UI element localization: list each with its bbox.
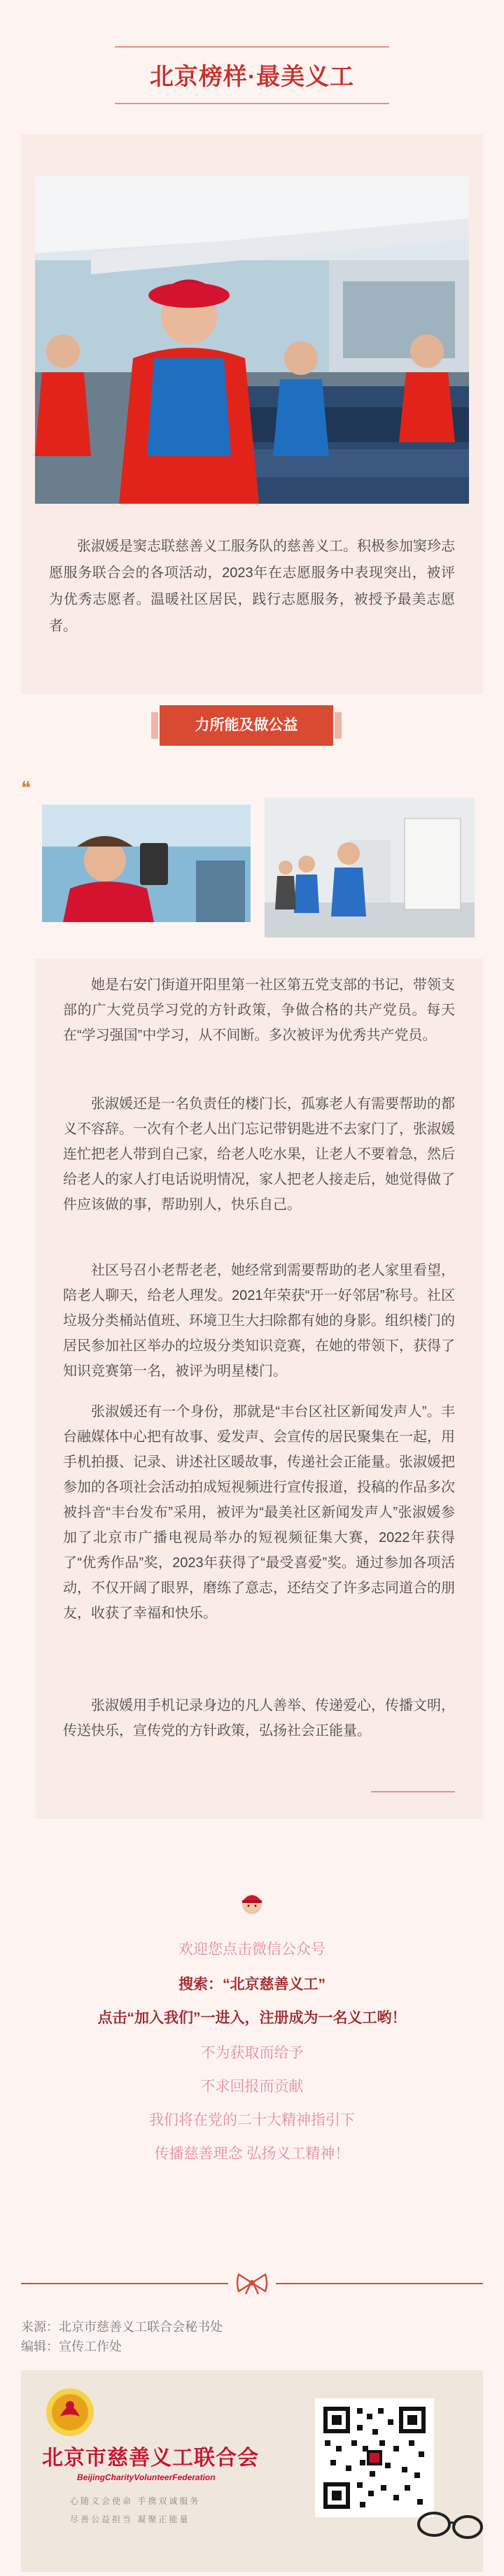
org-name: 北京市慈善义工联合会 xyxy=(42,2447,259,2470)
tent-scene-illustration xyxy=(35,176,469,504)
volunteer-phone-photo[interactable] xyxy=(42,805,251,922)
org-logo-icon xyxy=(42,2384,98,2440)
qr-code[interactable] xyxy=(315,2398,434,2517)
bow-icon xyxy=(236,2270,268,2295)
footer-line: 欢迎您点击微信公众号 xyxy=(178,1941,326,1958)
story-paragraph: 她是右安门街道开阳里第一社区第五党支部的书记，带领支部的广大党员学习党的方针政策，争做合格的共产党员。每天在“学习强国”中学习，从不间断。多次被评为优秀共产党员。 xyxy=(63,977,455,1043)
story-paragraph: 张淑媛还是一名负责任的楼门长，孤寡老人有需要帮助的都义不容辞。一次有个老人出门忘记带钥匙进不去家门了，张淑媛连忙把老人带到自己家，给老人吃水果，让老人不要着急，然后给老人的家人打电话说明情况，家人把老人接走后，她觉得做了件应该做的事，帮助别人，快乐自己。 xyxy=(63,1096,455,1212)
source-text: 来源：北京市慈善义工联合会秘书处 xyxy=(21,2320,223,2334)
page-title: 北京榜样·最美义工 xyxy=(149,64,355,90)
museum-visit-photo[interactable] xyxy=(265,798,475,937)
footer-line: 我们将在党的二十大精神指引下 xyxy=(149,2112,355,2128)
section-label: 力所能及做公益 xyxy=(160,705,333,746)
museum-scene-illustration xyxy=(265,798,475,937)
org-slogan: 尽善公益担当 凝聚正能量 xyxy=(70,2514,190,2524)
org-slogan: 心随义会使命 手携双诚服务 xyxy=(70,2496,201,2506)
phone-scene-illustration xyxy=(42,805,251,922)
editor-text: 编辑：宣传工作处 xyxy=(21,2340,122,2354)
org-english-name: BeijingCharityVolunteerFederation xyxy=(77,2472,216,2482)
intro-paragraph: 张淑媛是窦志联慈善义工服务队的慈善义工。积极参加窦珍志愿服务联合会的各项活动，2023年在志愿服务中表现突出，被评为优秀志愿者。温暖社区居民，践行志愿服务，被授予最美志愿者。 xyxy=(49,539,455,634)
volunteer-photo[interactable] xyxy=(35,176,469,504)
org-banner xyxy=(21,2370,483,2572)
story-paragraph: 社区号召小老帮老老，她经常到需要帮助的老人家里看望，陪老人聊天，给老人理发。2021年荣获“开一好邻居”称号。社区垃圾分类桶站值班、环境卫生大扫除都有她的身影。组织楼门的居民参加社区举办的垃圾分类知识竞赛，在她的带领下，获得了知识竞赛第一名，被评为明星楼门。 xyxy=(63,1263,455,1379)
footer-line: 搜索：“北京慈善义工” xyxy=(178,1976,326,1993)
footer-line: 不求回报而贡献 xyxy=(200,2079,304,2095)
intro-card xyxy=(21,134,483,694)
story-paragraph: 张淑媛用手机记录身边的凡人善举、传递爱心，传播文明，传送快乐，宣传党的方针政策，弘扬社会正能量。 xyxy=(63,1698,455,1739)
divider-right xyxy=(276,2283,483,2284)
story-paragraph: 张淑媛还有一个身份，那就是“丰台区社区新闻发声人”。丰台融媒体中心把有故事、爱发声、会宣传的居民聚集在一起，用手机拍摄、记录、讲述社区暖故事，传递社会正能量。张淑媛把参加的各项社会活动拍成短视频进行宣传报道，投稿的作品多次被抖音“丰台发布”采用，被评为“最美社区新闻发声人”张淑媛参加了北京市广播电视局举办的短视频征集大赛，2022年获得了“优秀作品”奖，2023年获得了“最受喜爱”奖。通过参加各项活动，不仅开阔了眼界，磨练了意志，还结交了许多志同道合的朋友，收获了幸福和快乐。 xyxy=(63,1404,455,1621)
card-divider xyxy=(371,1791,455,1792)
title-frame xyxy=(115,42,389,104)
footer-line: 点击“加入我们”一进入，注册成为一名义工哟！ xyxy=(97,2010,407,2026)
qr-code-pattern xyxy=(321,2404,428,2512)
footer-line: 传播慈善理念 弘扬义工精神！ xyxy=(154,2146,350,2162)
footer-line: 不为获取而给予 xyxy=(200,2045,304,2061)
story-card xyxy=(35,958,483,1819)
glasses-icon xyxy=(413,2503,483,2545)
quote-icon: ❝ xyxy=(21,778,31,799)
volunteer-avatar-icon xyxy=(238,1889,266,1917)
article-header xyxy=(0,42,504,104)
divider-left xyxy=(21,2283,228,2284)
